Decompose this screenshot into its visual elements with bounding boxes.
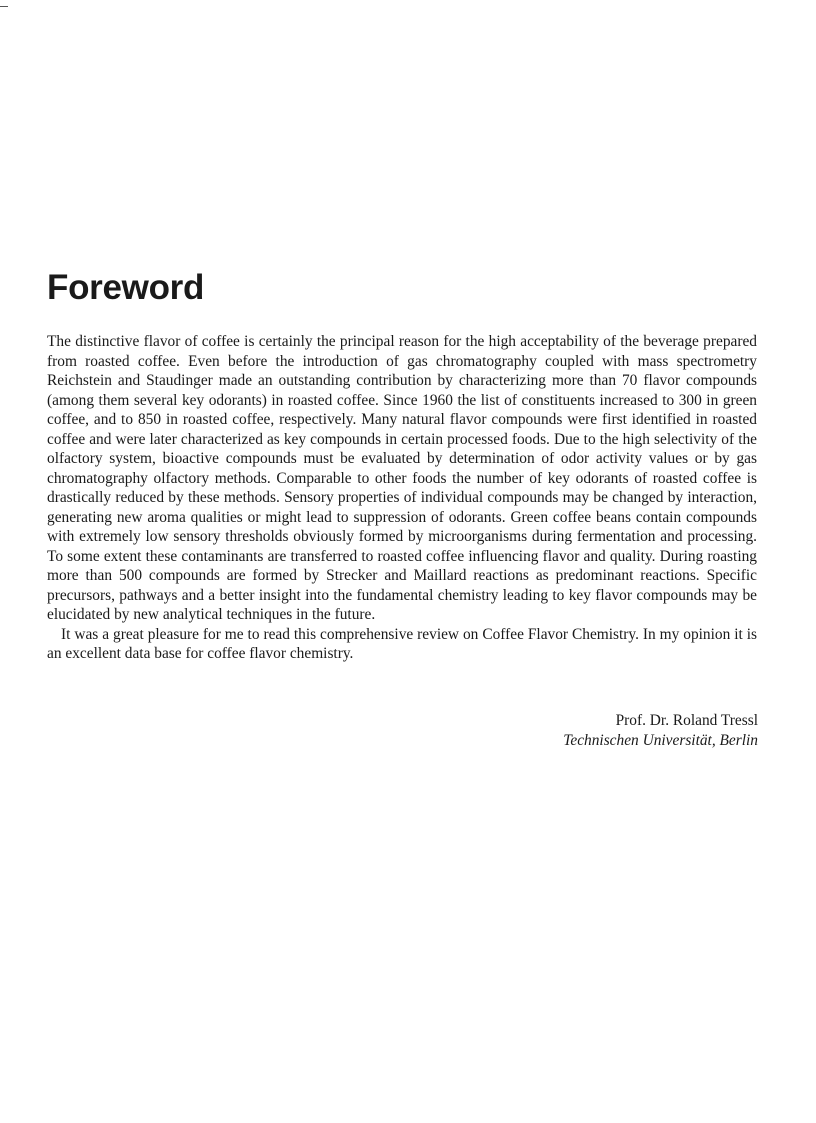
paragraph-2: It was a great pleasure for me to read this comprehensive review on Coffee Flavor Chemistry. In my opinion it is an excellent data base for coffee flavor chemistry. xyxy=(47,625,757,662)
page-title: Foreword xyxy=(47,268,205,307)
signature-block xyxy=(563,711,758,751)
author-affiliation: Technischen Universität, Berlin xyxy=(563,732,758,749)
author-name: Prof. Dr. Roland Tressl xyxy=(615,712,758,729)
scan-edge-mark xyxy=(0,6,8,7)
foreword-body xyxy=(47,332,757,664)
paragraph-1: The distinctive flavor of coffee is certainly the principal reason for the high acceptability of the beverage prepared from roasted coffee. Even before the introduction of gas chromatography coupled with mass spectrometry Reichstein and Staudinger made an outstanding contribution by characterizing more than 70 flavor compounds (among them several key odorants) in roasted coffee. Since 1960 the list of constituents increased to 300 in green coffee, and to 850 in roasted coffee, respectively. Many natural flavor compounds were first identified in roasted coffee and were later characterized as key compounds in certain processed foods. Due to the high selectivity of the olfactory system, bioactive compounds must be evaluated by determination of odor activity values or by gas chromatography olfactory methods. Comparable to other foods the number of key odorants of roasted coffee is drastically reduced by these methods. Sensory properties of individual compounds may be changed by interaction, generating new aroma qualities or might lead to suppression of odorants. Green coffee beans contain compounds with extremely low sensory thresholds obviously formed by microorganisms during fermentation and processing. To some extent these contaminants are transferred to roasted coffee influencing flavor and quality. During roasting more than 500 compounds are formed by Strecker and Maillard reactions as predominant reactions. Specific precursors, pathways and a better insight into the fundamental chemistry leading to key flavor compounds may be elucidated by new analytical techniques in the future. xyxy=(47,333,757,623)
